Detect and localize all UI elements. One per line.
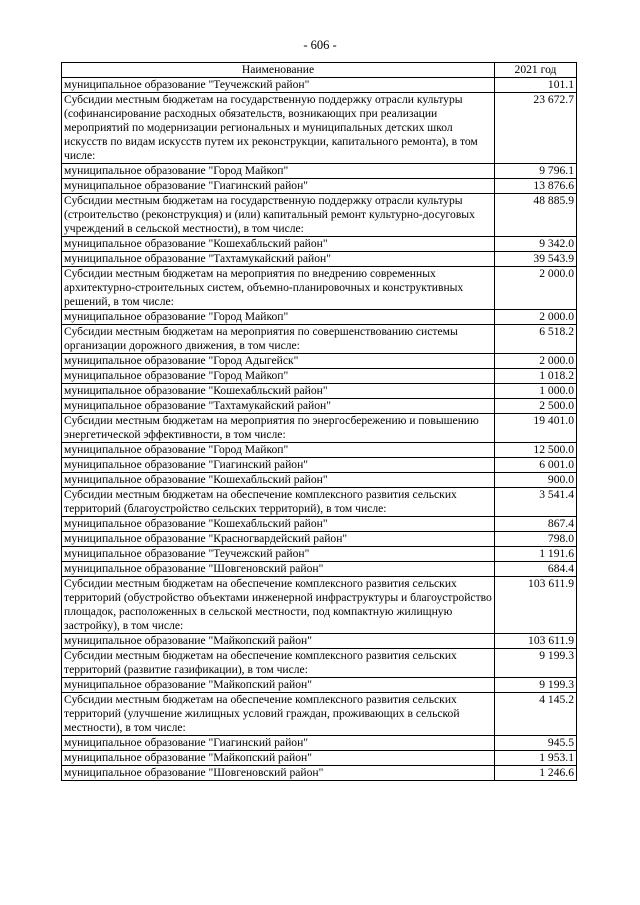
row-name: муниципальное образование "Город Майкоп" — [62, 443, 495, 458]
row-name: муниципальное образование "Майкопский район" — [62, 678, 495, 693]
table-row — [62, 384, 577, 399]
table-row — [62, 93, 577, 164]
row-name: муниципальное образование "Город Майкоп" — [62, 164, 495, 179]
row-value: 1 953.1 — [495, 751, 577, 766]
row-name: Субсидии местным бюджетам на обеспечение комплексного развития сельских территорий (улучшение жилищных условий граждан, проживающих в сельской местности), в том числе: — [62, 693, 495, 736]
row-value: 23 672.7 — [495, 93, 577, 164]
table-row — [62, 562, 577, 577]
table-row — [62, 458, 577, 473]
table-row — [62, 252, 577, 267]
row-name: муниципальное образование "Кошехабльский район" — [62, 517, 495, 532]
row-value: 6 001.0 — [495, 458, 577, 473]
table-row — [62, 354, 577, 369]
table-row — [62, 369, 577, 384]
table-row — [62, 325, 577, 354]
row-name: муниципальное образование "Город Майкоп" — [62, 310, 495, 325]
header-year: 2021 год — [495, 63, 577, 78]
row-name: муниципальное образование "Майкопский район" — [62, 751, 495, 766]
row-name: Субсидии местным бюджетам на государственную поддержку отрасли культуры (софинансирование расходных обязательств, возникающих при реализации мероприятий по модернизации региональных и муниципальных детских школ искусств по видам искусств путем их реконструкции, капитального ремонта), в том числе: — [62, 93, 495, 164]
table-row — [62, 310, 577, 325]
table-row — [62, 78, 577, 93]
row-value: 798.0 — [495, 532, 577, 547]
row-name: Субсидии местным бюджетам на мероприятия по энергосбережению и повышению энергетической эффективности, в том числе: — [62, 414, 495, 443]
row-name: Субсидии местным бюджетам на государственную поддержку отрасли культуры (строительство (реконструкция) и (или) капитальный ремонт культурно-досуговых учреждений в сельской местности), в том числе: — [62, 194, 495, 237]
table-row — [62, 693, 577, 736]
row-name: муниципальное образование "Город Майкоп" — [62, 369, 495, 384]
table-row — [62, 473, 577, 488]
row-name: муниципальное образование "Кошехабльский район" — [62, 237, 495, 252]
row-name: муниципальное образование "Тахтамукайский район" — [62, 252, 495, 267]
row-name: Субсидии местным бюджетам на обеспечение комплексного развития сельских территорий (обустройство объектами инженерной инфраструктуры и благоустройство площадок, расположенных в сельской местности, под компактную жилищную застройку), в том числе: — [62, 577, 495, 634]
row-name: муниципальное образование "Гиагинский район" — [62, 736, 495, 751]
table-row — [62, 164, 577, 179]
table-row — [62, 766, 577, 781]
row-value: 9 796.1 — [495, 164, 577, 179]
row-value: 4 145.2 — [495, 693, 577, 736]
row-value: 900.0 — [495, 473, 577, 488]
row-name: муниципальное образование "Шовгеновский район" — [62, 766, 495, 781]
row-value: 684.4 — [495, 562, 577, 577]
row-value: 2 000.0 — [495, 354, 577, 369]
table-row — [62, 399, 577, 414]
table-row — [62, 577, 577, 634]
row-value: 945.5 — [495, 736, 577, 751]
table-row — [62, 634, 577, 649]
row-name: Субсидии местным бюджетам на обеспечение комплексного развития сельских территорий (благоустройство сельских территорий), в том числе: — [62, 488, 495, 517]
row-name: муниципальное образование "Тахтамукайский район" — [62, 399, 495, 414]
row-value: 9 199.3 — [495, 678, 577, 693]
table-row — [62, 179, 577, 194]
table-row — [62, 237, 577, 252]
table-row — [62, 194, 577, 237]
row-value: 39 543.9 — [495, 252, 577, 267]
row-name: муниципальное образование "Кошехабльский район" — [62, 384, 495, 399]
row-name: Субсидии местным бюджетам на мероприятия по совершенствованию системы организации дорожного движения, в том числе: — [62, 325, 495, 354]
row-value: 1 191.6 — [495, 547, 577, 562]
row-value: 3 541.4 — [495, 488, 577, 517]
row-value: 9 199.3 — [495, 649, 577, 678]
row-name: Субсидии местным бюджетам на обеспечение комплексного развития сельских территорий (развитие газификации), в том числе: — [62, 649, 495, 678]
row-name: муниципальное образование "Майкопский район" — [62, 634, 495, 649]
row-name: муниципальное образование "Теучежский район" — [62, 547, 495, 562]
table-row — [62, 649, 577, 678]
row-name: муниципальное образование "Гиагинский район" — [62, 179, 495, 194]
row-value: 103 611.9 — [495, 634, 577, 649]
table-row — [62, 488, 577, 517]
row-value: 2 000.0 — [495, 267, 577, 310]
table-row — [62, 532, 577, 547]
row-value: 9 342.0 — [495, 237, 577, 252]
row-value: 6 518.2 — [495, 325, 577, 354]
row-name: муниципальное образование "Кошехабльский район" — [62, 473, 495, 488]
row-value: 19 401.0 — [495, 414, 577, 443]
table-row — [62, 414, 577, 443]
row-value: 12 500.0 — [495, 443, 577, 458]
table-row — [62, 547, 577, 562]
header-name: Наименование — [62, 63, 495, 78]
row-value: 1 246.6 — [495, 766, 577, 781]
row-value: 1 000.0 — [495, 384, 577, 399]
row-value: 1 018.2 — [495, 369, 577, 384]
row-name: муниципальное образование "Красногвардейский район" — [62, 532, 495, 547]
row-name: муниципальное образование "Город Адыгейск" — [62, 354, 495, 369]
table-row — [62, 267, 577, 310]
row-value: 48 885.9 — [495, 194, 577, 237]
table-header-row — [62, 63, 577, 78]
row-value: 13 876.6 — [495, 179, 577, 194]
table-row — [62, 736, 577, 751]
row-value: 867.4 — [495, 517, 577, 532]
row-name: Субсидии местным бюджетам на мероприятия по внедрению современных архитектурно-строительных систем, объемно-планировочных и конструктивных решений, в том числе: — [62, 267, 495, 310]
row-name: муниципальное образование "Шовгеновский район" — [62, 562, 495, 577]
row-value: 101.1 — [495, 78, 577, 93]
row-value: 103 611.9 — [495, 577, 577, 634]
row-name: муниципальное образование "Теучежский район" — [62, 78, 495, 93]
table-row — [62, 751, 577, 766]
budget-table — [61, 62, 577, 781]
table-row — [62, 517, 577, 532]
row-name: муниципальное образование "Гиагинский район" — [62, 458, 495, 473]
page-number: - 606 - — [303, 38, 337, 52]
table-row — [62, 678, 577, 693]
row-value: 2 500.0 — [495, 399, 577, 414]
table-row — [62, 443, 577, 458]
row-value: 2 000.0 — [495, 310, 577, 325]
